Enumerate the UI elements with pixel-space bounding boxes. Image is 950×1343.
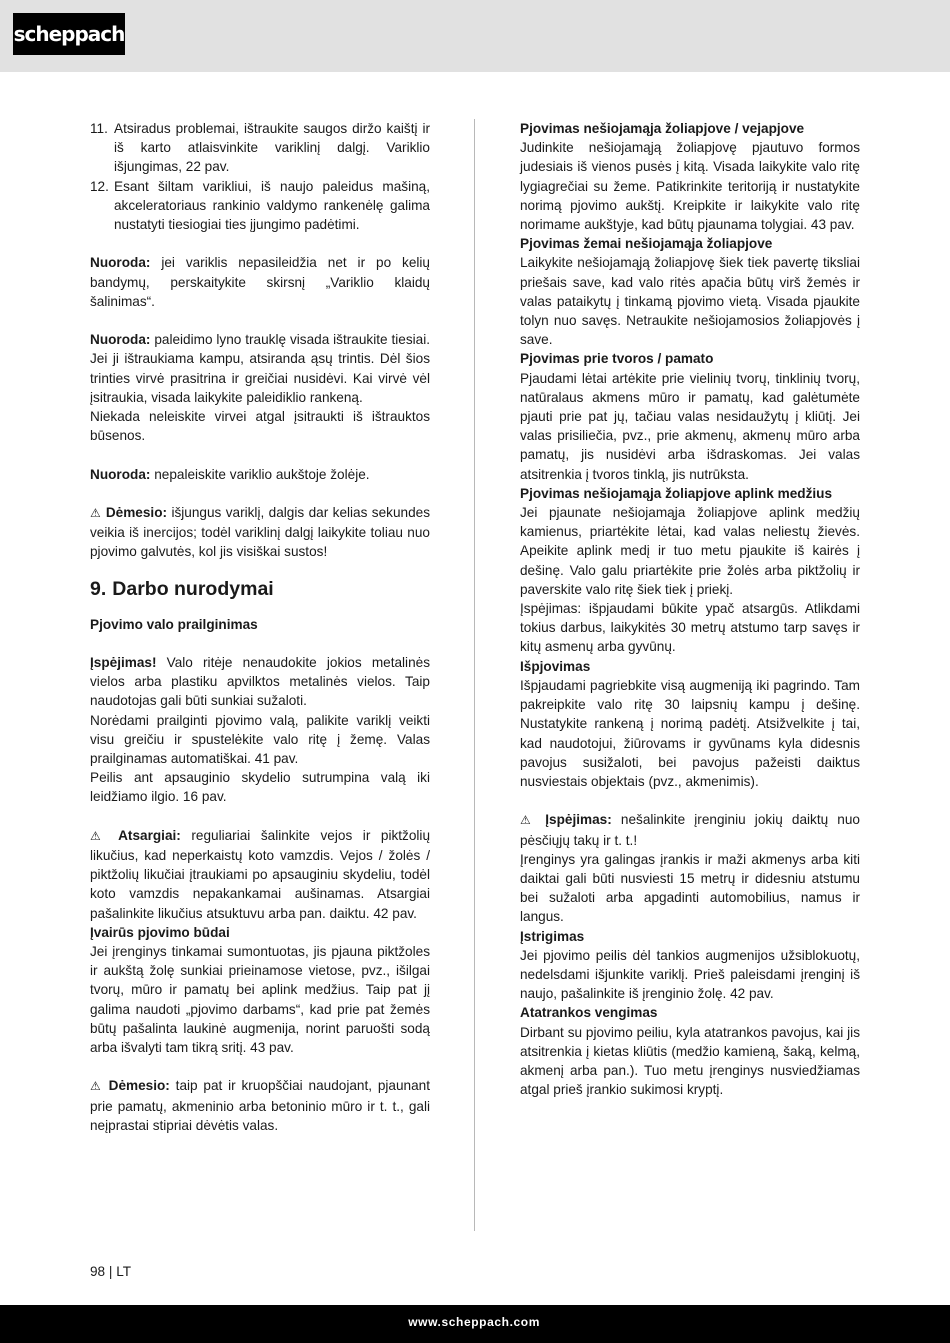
note-paragraph (90, 465, 430, 484)
caution-paragraph (90, 826, 430, 923)
note-paragraph-continued: Niekada neleiskite virvei atgal įsitraukti iš ištrauktos būsenos. (90, 409, 430, 444)
note-text: paleidimo lyno trauklę visada ištraukite tiesiai. Jei ji ištraukiama kampu, atsiranda ąsų trintis. Dėl šios trinties virvė prasitrina ir greičiai nusidėvi. Kai virvė vėl įsitraukia, visada laikykite paleidiklio rankeną. (90, 332, 430, 405)
warning-triangle-icon: ⚠ (90, 1079, 103, 1094)
attention-paragraph (90, 1076, 430, 1135)
header-bar (0, 0, 950, 72)
numbered-list (90, 119, 430, 234)
warning-label: Įspėjimas: (545, 812, 612, 828)
body-paragraph: Jei pjovimo peilis dėl tankios augmenijos užsiblokuotų, nedelsdami išjunkite variklį. Prieš paleisdami įrenginį iš naujo, pašalinkite iš įrenginio žolę. 42 pav. (520, 947, 860, 1002)
subsection-heading: Atatrankos vengimas (520, 1005, 658, 1021)
list-item (90, 119, 430, 177)
warning-triangle-icon: ⚠ (520, 813, 537, 828)
attention-text: taip pat ir kruopščiai naudojant, pjaunant prie pamatų, akmeninio arba betoninio mūro ir t. t., gali neįprastai stipriai dėvėtis valas. (90, 1078, 430, 1133)
warning-text: Valo ritėje nenaudokite jokios metalinės vielos arba plastiku apvilktos metalinės vielos. Taip naudotojas gali būti sunkiai sužaloti. (90, 655, 430, 709)
subsection-heading: Išpjovimas (520, 658, 591, 674)
attention-paragraph (90, 503, 430, 562)
list-item (90, 177, 430, 235)
note-text: nepaleiskite variklio aukštoje žolėje. (150, 466, 370, 482)
body-paragraph: Jei pjaunate nešiojamąja žoliapjove aplink medžių kamienus, priartėkite lėtai, kad valas neliestų žievės. Apeikite aplink medį ir tuo metu pjaukite iš kairės į dešinę. Valo galu priartėkite prie žolės arba piktžolių ir paverskite valo ritę šiek tiek į priekį. (520, 505, 860, 597)
note-label: Nuoroda: (90, 466, 151, 482)
section-number: 9. (90, 577, 107, 600)
scheppach-logo: scheppach (13, 13, 125, 55)
warning-text: nešalinkite įrenginiu jokių daiktų nuo pėsčiųjų takų ir t. t.! (520, 812, 860, 848)
section-heading (90, 577, 430, 601)
website-link[interactable]: www.scheppach.com (408, 1315, 540, 1329)
column-divider (474, 119, 475, 1231)
body-paragraph: Judinkite nešiojamąją žoliapjovę pjautuvo formos judesiais iš vienos pusės į kitą. Visada laikykite valo ritę lygiagrečiai su žeme. Patikrinkite teritoriją ir nustatykite norimą pjovimo aukštį. Kreipkite ir laikykite valo ritę norimame aukštyje, kad būtų pjaunama tolygiai. 43 pav. (520, 140, 860, 233)
list-item-number: 11. (90, 121, 108, 136)
note-paragraph (90, 253, 430, 311)
body-paragraph: Peilis ant apsauginio skydelio sutrumpina valą iki leidžiamo ilgio. 16 pav. (90, 770, 430, 805)
warning-triangle-icon: ⚠ (90, 828, 108, 843)
body-paragraph: Jei įrenginys tinkamai sumontuotas, jis pjauna piktžoles ir aukštą žolę sunkiai prieinamose vietose, pvz., išilgai tvorų, mūro ir pamatų bei aplink medžius. Taip pat jį galima naudoti „pjovimo darbams“, kad prie pat žemės būtų pašalinta laukinė augmenija, norint paruošti sodą arba išvalyti tam tikrą sritį. 43 pav. (90, 944, 430, 1056)
list-item-number: 12. (90, 178, 109, 194)
body-paragraph: Įrenginys yra galingas įrankis ir maži akmenys arba kiti daiktai gali būti nusviesti 15 metrų ir didesniu atstumu bei sužaloti arba apgadinti automobilius, namus ir langus. (520, 851, 860, 925)
body-paragraph: Norėdami prailginti pjovimo valą, palikite variklį veikti visu greičiu ir spustelėkite valo ritę į žemę. Valas prailginamas automatiškai. 41 pav. (90, 712, 430, 767)
attention-text: išjungus variklį, dalgis dar kelias sekundes veikia iš inercijos; todėl variklinį dalgį laikykite toliau nuo pjovimo galvutės, kol jis visiškai sustos! (90, 505, 431, 560)
list-item-text: Esant šiltam varikliui, iš naujo paleidus mašiną, akceleratoriaus rankinio valdymo rankenėlę galima nustatyti tiesiogiai ties įjungimo padėtimi. (114, 178, 430, 233)
caution-text: reguliariai šalinkite vejos ir piktžolių likučius, kad neperkaistų koto vamzdis. Vejos / žolės / piktžolių likučiai įtraukiami po apsauginiu skydeliu, todėl koto vamzdis nepakankamai aušinamas. Atsargiai pašalinkite likučius atsuktuvu arba pan. daiktu. 42 pav. (90, 827, 431, 921)
subsection-heading: Pjovimas nešiojamąja žoliapjove / vejapjove (520, 121, 805, 136)
list-item-text: Atsiradus problemai, ištraukite saugos diržo kaištį ir iš karto atlaisvinkite variklinį dalgį. Variklio išjungimas, 22 pav. (114, 121, 430, 175)
body-paragraph: Įspėjimas: išpjaudami būkite ypač atsargūs. Atlikdami tokius darbus, laikykitės 30 metrų atstumo tarp savęs ir kitų asmenų arba gyvūnų. (520, 601, 860, 655)
language-code: LT (116, 1264, 132, 1279)
warning-label: Įspėjimas! (90, 655, 157, 670)
note-label: Nuoroda: (90, 332, 151, 348)
body-paragraph: Pjaudami lėtai artėkite prie vielinių tvorų, tinklinių tvorų, natūralaus akmens mūro ir pamatų, kad galėtumėte pjauti prie pat jų, tačiau valas nesidaužytų į kliūtį. Jei valas prisiliečia, pvz., prie akmenų, akmenų mūro arba pamatų, jis nusidėvi arba išdraskomas. Jei valas atsitrenkia į tvoros tinklą, jis nutrūksta. (520, 370, 860, 482)
section-title: Darbo nurodymai (112, 577, 274, 600)
subsection-heading: Įvairūs pjovimo būdai (90, 924, 230, 940)
note-label: Nuoroda: (90, 255, 151, 271)
body-paragraph: Laikykite nešiojamąją žoliapjovę šiek tiek pavertę tiksliai priešais save, kad valo ritės apačia būtų virš žemės ir valas pataikytų į tinkamą pjovimo vietą. Visada pjaukite tolyn nuo savęs. Netraukite nešiojamosios žoliapjovės į save. (520, 255, 860, 348)
attention-label: Dėmesio: (105, 505, 168, 520)
subsection-heading: Pjovimas prie tvoros / pamato (520, 351, 714, 367)
warning-paragraph (90, 653, 430, 711)
right-column (520, 119, 860, 1099)
caution-label: Atsargiai: (118, 827, 181, 843)
warning-paragraph (520, 810, 860, 849)
note-paragraph (90, 330, 430, 407)
page-footer-label (90, 1264, 131, 1279)
subsection-heading: Pjovimas nešiojamąja žoliapjove aplink medžius (520, 485, 833, 501)
body-paragraph: Dirbant su pjovimo peiliu, kyla atatrankos pavojus, kai jis atsitrenkia į kietas kliūtis (medžio kamieną, šaką, kelmą, akmenį arba pan.). Tuo metu įrenginys nusviedžiamas atgal prieš įrankio sukimosi kryptį. (520, 1024, 860, 1098)
attention-label: Dėmesio: (108, 1078, 170, 1094)
footer-separator: | (108, 1264, 113, 1279)
subsection-heading: Įstrigimas (520, 928, 585, 944)
page-number: 98 (90, 1264, 106, 1279)
subsection-heading: Pjovimas žemai nešiojamąja žoliapjove (520, 236, 773, 252)
body-paragraph: Išpjaudami pagriebkite visą augmeniją iki pagrindo. Tam pakreipkite valo ritę 30 laipsnių kampu į dešinę. Nustatykite rankeną į norimą padėtį. Atsižvelkite į tai, kad naudotojui, žiūrovams ir gyvūnams kyla didesnis pavojus susižaloti, bei pavojus pažeisti daiktus nusviestais objektais (pvz., akmenimis). (520, 677, 860, 789)
warning-triangle-icon: ⚠ (90, 506, 102, 520)
subsection-heading: Pjovimo valo prailginimas (90, 616, 258, 632)
note-text: jei variklis nepasileidžia net ir po kelių bandymų, perskaitykite skirsnį „Variklio klaidų šalinimas“. (90, 255, 430, 309)
left-column (90, 119, 430, 1135)
